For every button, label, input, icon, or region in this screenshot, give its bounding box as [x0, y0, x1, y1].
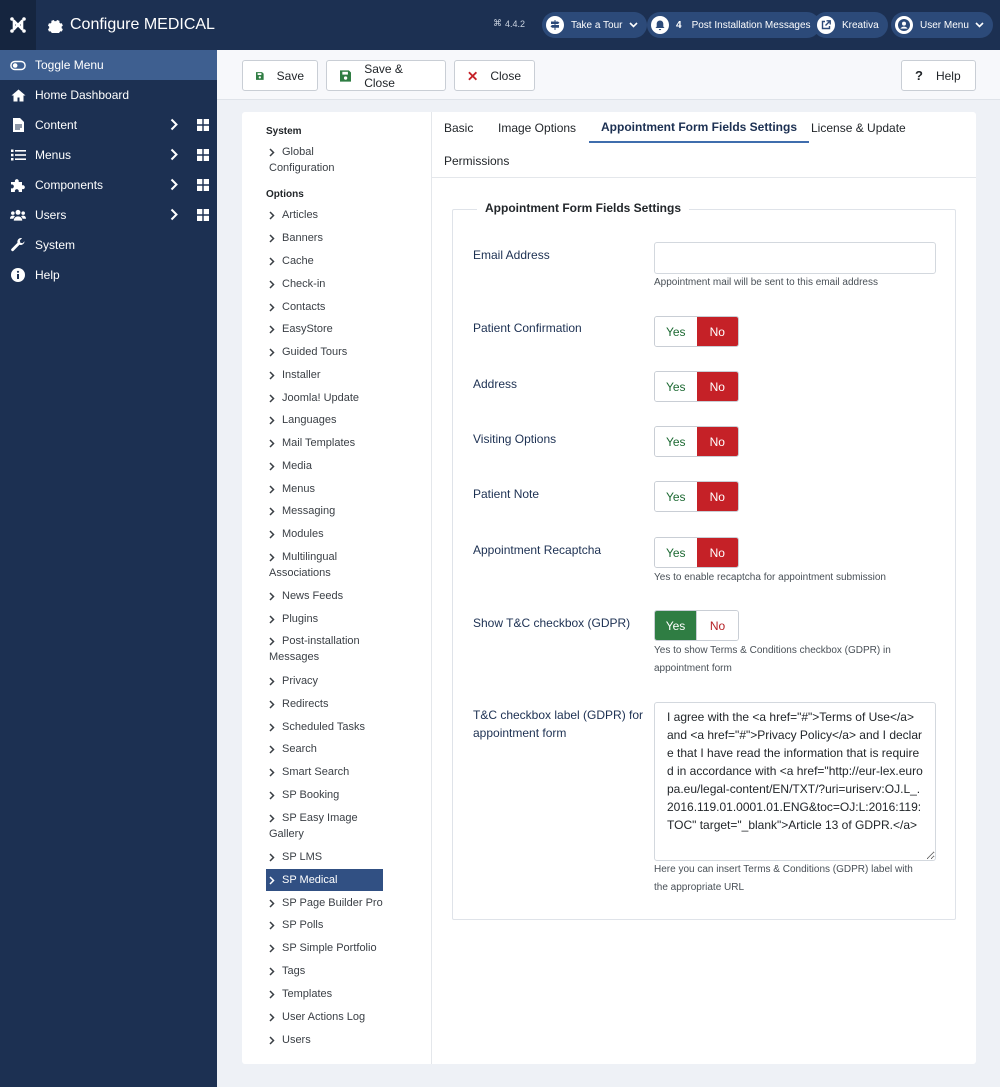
chevron-right-icon — [269, 944, 275, 953]
visiting-options-switch[interactable] — [654, 426, 739, 457]
chevron-right-icon[interactable] — [170, 208, 178, 221]
sidebar-item-label: Toggle Menu — [35, 58, 104, 72]
leftnav-label: Joomla! Update — [282, 392, 360, 404]
chevron-right-icon — [269, 637, 275, 646]
sidebar-item-users[interactable] — [0, 200, 217, 230]
leftnav-label: Menus — [282, 483, 316, 495]
chevron-right-icon — [269, 700, 275, 709]
chevron-right-icon — [269, 990, 275, 999]
puzzle-icon — [10, 177, 26, 193]
tc-label-label-line-1: T&C checkbox label (GDPR) for — [473, 708, 644, 722]
dashboard-grid-icon[interactable] — [197, 149, 209, 161]
leftnav-mail-templates[interactable] — [266, 435, 383, 451]
leftnav-label: Modules — [282, 528, 324, 540]
sidebar-item-content[interactable] — [0, 110, 217, 140]
external-link-icon — [817, 16, 835, 34]
chevron-right-icon — [269, 507, 275, 516]
signpost-icon — [546, 16, 564, 34]
patient-note-label: Patient Note — [473, 487, 540, 501]
leftnav-label: Plugins — [282, 613, 319, 625]
tab-appointment-form-fields-settings[interactable]: Appointment Form Fields Settings — [589, 113, 809, 143]
leftnav-label: SP Medical — [282, 874, 338, 886]
close-button[interactable] — [454, 60, 535, 91]
version-label — [493, 18, 525, 29]
leftnav-news-feeds[interactable] — [266, 588, 383, 604]
leftnav-installer[interactable] — [266, 367, 383, 383]
post-installation-messages-button[interactable] — [647, 12, 820, 38]
chevron-right-icon — [269, 745, 275, 754]
leftnav-label: News Feeds — [282, 590, 344, 602]
leftnav-label: Users — [282, 1034, 311, 1046]
wrench-icon — [10, 237, 26, 253]
joomla-small-icon: ⌘ — [493, 18, 502, 28]
leftnav-label: Privacy — [282, 675, 319, 687]
leftnav-users[interactable] — [266, 1032, 383, 1048]
chevron-right-icon — [269, 485, 275, 494]
no-option[interactable]: No — [696, 611, 738, 640]
leftnav-plugins[interactable] — [266, 611, 383, 627]
leftnav-label: Articles — [282, 209, 319, 221]
app-header — [0, 0, 1000, 50]
chevron-right-icon — [269, 148, 275, 157]
leftnav-label: Gallery — [269, 828, 304, 840]
leftnav-label: Configuration — [269, 162, 335, 174]
chevron-right-icon — [269, 791, 275, 800]
leftnav-label: User Actions Log — [282, 1011, 366, 1023]
leftnav-label: Smart Search — [282, 766, 350, 778]
chevron-right-icon[interactable] — [170, 118, 178, 131]
email-address-field[interactable] — [654, 242, 936, 274]
no-option[interactable]: No — [697, 372, 739, 401]
leftnav-label: SP LMS — [282, 851, 323, 863]
leftnav-label: Redirects — [282, 698, 329, 710]
chevron-right-icon — [269, 234, 275, 243]
leftnav-tags[interactable] — [266, 963, 383, 979]
leftnav-label: Messages — [269, 651, 320, 663]
leftnav-menus[interactable] — [266, 481, 383, 497]
leftnav-templates[interactable] — [266, 986, 383, 1002]
leftnav-label: Tags — [282, 965, 306, 977]
question-icon: ? — [915, 68, 923, 83]
close-label: Close — [490, 68, 521, 83]
sidebar-item-label: Components — [35, 178, 104, 192]
save-button[interactable] — [242, 60, 318, 91]
leftnav-label: Media — [282, 460, 312, 472]
yes-option[interactable]: Yes — [655, 611, 696, 640]
leftnav-smart-search[interactable] — [266, 764, 383, 780]
home-icon — [10, 87, 26, 103]
yes-option[interactable]: Yes — [655, 427, 697, 456]
leftnav-media[interactable] — [266, 458, 383, 474]
leftnav-contacts[interactable] — [266, 299, 383, 315]
sidebar-item-label: Help — [35, 268, 60, 282]
email-address-help: Appointment mail will be sent to this email address — [654, 277, 878, 288]
toolbar — [217, 50, 1000, 100]
page-title — [48, 0, 215, 50]
chevron-right-icon — [269, 530, 275, 539]
leftnav-privacy[interactable] — [266, 673, 383, 689]
config-card — [242, 112, 976, 1064]
chevron-right-icon — [269, 325, 275, 334]
tc-label-textarea[interactable] — [654, 702, 936, 861]
leftnav-label: SP Easy Image — [282, 812, 358, 824]
info-icon — [10, 267, 26, 283]
gear-icon — [48, 18, 63, 33]
leftnav-label: Search — [282, 743, 317, 755]
appointment-recaptcha-label: Appointment Recaptcha — [473, 543, 602, 557]
leftnav-label: Guided Tours — [282, 346, 348, 358]
chevron-right-icon — [269, 553, 275, 562]
show-tc-checkbox-label: Show T&C checkbox (GDPR) — [473, 616, 631, 630]
page-title-text: Configure MEDICAL — [70, 16, 215, 33]
chevron-right-icon — [269, 439, 275, 448]
patient-note-switch[interactable] — [654, 481, 739, 512]
chevron-right-icon — [269, 280, 275, 289]
save-icon — [256, 70, 264, 82]
tc-label-help-line-2: the appropriate URL — [654, 882, 745, 893]
yes-option[interactable]: Yes — [655, 372, 697, 401]
visiting-options-label: Visiting Options — [473, 432, 557, 446]
dashboard-grid-icon[interactable] — [197, 119, 209, 131]
bell-icon — [651, 16, 669, 34]
chevron-right-icon — [269, 876, 275, 885]
leftnav-joomla-update[interactable] — [266, 390, 383, 406]
sidebar-item-toggle-menu[interactable] — [0, 50, 217, 80]
user-menu-button[interactable] — [891, 12, 993, 38]
chevron-down-icon — [629, 22, 638, 28]
chevron-right-icon — [269, 899, 275, 908]
system-heading: System — [266, 126, 302, 137]
yes-option[interactable]: Yes — [655, 482, 697, 511]
appointment-fields-fieldset — [452, 201, 956, 920]
options-heading: Options — [266, 189, 304, 200]
yes-option[interactable]: Yes — [655, 538, 697, 567]
leftnav-articles[interactable] — [266, 207, 383, 223]
tab-permissions[interactable]: Permissions — [444, 154, 510, 168]
leftnav-multilingual-associations[interactable] — [266, 549, 383, 581]
chevron-right-icon — [269, 967, 275, 976]
chevron-right-icon[interactable] — [170, 148, 178, 161]
leftnav-label: Scheduled Tasks — [282, 721, 365, 733]
leftnav-sp-lms[interactable] — [266, 849, 383, 865]
tc-label-label-line-2: appointment form — [473, 726, 567, 740]
chevron-right-icon — [269, 921, 275, 930]
close-icon — [468, 71, 477, 81]
component-list — [242, 112, 432, 1064]
leftnav-label: Multilingual — [282, 551, 338, 563]
dashboard-grid-icon[interactable] — [197, 179, 209, 191]
chevron-right-icon — [269, 814, 275, 823]
chevron-right-icon — [269, 768, 275, 777]
chevron-right-icon — [269, 462, 275, 471]
leftnav-post-installation-messages[interactable] — [266, 633, 383, 665]
user-icon — [895, 16, 913, 34]
address-label: Address — [473, 377, 518, 391]
leftnav-label: EasyStore — [282, 323, 333, 335]
leftnav-label: Cache — [282, 255, 314, 267]
chevron-right-icon — [269, 371, 275, 380]
messages-label: Post Installation Messages — [691, 19, 811, 31]
leftnav-scheduled-tasks[interactable] — [266, 719, 383, 735]
chevron-right-icon — [269, 416, 275, 425]
sidebar-item-components[interactable] — [0, 170, 217, 200]
leftnav-user-actions-log[interactable] — [266, 1009, 383, 1025]
leftnav-sp-simple-portfolio[interactable] — [266, 940, 383, 956]
toggle-icon — [10, 57, 26, 73]
chevron-right-icon — [269, 723, 275, 732]
leftnav-messaging[interactable] — [266, 503, 383, 519]
chevron-right-icon — [269, 1013, 275, 1022]
fieldset-legend: Appointment Form Fields Settings — [477, 201, 689, 215]
sidebar-item-label: Users — [35, 208, 67, 222]
chevron-right-icon — [269, 615, 275, 624]
leftnav-label: SP Booking — [282, 789, 340, 801]
tc-label-help-line-1: Here you can insert Terms & Conditions (GDPR) label with — [654, 864, 913, 875]
leftnav-label: Languages — [282, 414, 337, 426]
appointment-recaptcha-switch[interactable] — [654, 537, 739, 568]
save-label: Save — [276, 68, 304, 83]
take-tour-label: Take a Tour — [571, 19, 623, 31]
chevron-right-icon — [269, 394, 275, 403]
help-button[interactable] — [901, 60, 976, 91]
tc-checkbox-help-line-2: appointment form — [654, 663, 732, 674]
help-label: Help — [935, 68, 961, 83]
sidebar-item-menus[interactable] — [0, 140, 217, 170]
leftnav-label: Mail Templates — [282, 437, 356, 449]
view-site-button[interactable] — [813, 12, 888, 38]
chevron-right-icon — [269, 348, 275, 357]
sidebar-item-label: System — [35, 238, 76, 252]
leftnav-label: Global — [282, 146, 314, 158]
leftnav-sp-polls[interactable] — [266, 917, 383, 933]
settings-tabs — [432, 112, 976, 178]
leftnav-modules[interactable] — [266, 526, 383, 542]
no-option[interactable]: No — [697, 538, 739, 567]
version-text: 4.4.2 — [505, 18, 526, 29]
leftnav-banners[interactable] — [266, 230, 383, 246]
leftnav-sp-medical[interactable] — [266, 869, 383, 891]
chevron-right-icon[interactable] — [170, 178, 178, 191]
address-switch[interactable] — [654, 371, 739, 402]
chevron-right-icon — [269, 677, 275, 686]
email-address-label: Email Address — [473, 248, 550, 262]
leftnav-cache[interactable] — [266, 253, 383, 269]
leftnav-check-in[interactable] — [266, 276, 383, 292]
leftnav-label: Messaging — [282, 505, 336, 517]
leftnav-label: Banners — [282, 232, 323, 244]
leftnav-redirects[interactable] — [266, 696, 383, 712]
user-menu-label: User Menu — [920, 19, 969, 31]
show-tc-checkbox-switch[interactable] — [654, 610, 739, 641]
leftnav-sp-easy-image-gallery[interactable] — [266, 810, 383, 842]
leftnav-label: Check-in — [282, 278, 326, 290]
patient-confirmation-switch[interactable] — [654, 316, 739, 347]
list-icon — [10, 147, 26, 163]
chevron-right-icon — [269, 1036, 275, 1045]
no-option[interactable]: No — [697, 427, 739, 456]
chevron-right-icon — [269, 853, 275, 862]
take-tour-button[interactable] — [542, 12, 647, 38]
sidebar-item-home-dashboard[interactable] — [0, 80, 217, 110]
chevron-right-icon — [269, 257, 275, 266]
site-label: Kreativa — [842, 19, 879, 31]
dashboard-grid-icon[interactable] — [197, 209, 209, 221]
sidebar-item-label: Content — [35, 118, 78, 132]
sidebar-item-label: Menus — [35, 148, 72, 162]
messages-count: 4 — [676, 19, 682, 31]
chevron-right-icon — [269, 211, 275, 220]
no-option[interactable]: No — [697, 317, 739, 346]
recaptcha-help: Yes to enable recaptcha for appointment submission — [654, 572, 886, 583]
leftnav-easystore[interactable] — [266, 321, 383, 337]
no-option[interactable]: No — [697, 482, 739, 511]
leftnav-global-configuration[interactable] — [266, 144, 383, 176]
leftnav-label: Installer — [282, 369, 321, 381]
tc-checkbox-help-line-1: Yes to show Terms & Conditions checkbox (GDPR) in — [654, 645, 891, 656]
yes-option[interactable]: Yes — [655, 317, 697, 346]
chevron-right-icon — [269, 592, 275, 601]
leftnav-sp-page-builder-pro[interactable] — [266, 895, 383, 911]
patient-confirmation-label: Patient Confirmation — [473, 321, 582, 335]
leftnav-label: Templates — [282, 988, 333, 1000]
users-icon — [10, 207, 26, 223]
sidebar-item-label: Home Dashboard — [35, 88, 130, 102]
leftnav-label: Post-installation — [282, 635, 360, 647]
tab-license-update[interactable]: License & Update — [811, 121, 906, 135]
chevron-down-icon — [975, 22, 984, 28]
leftnav-languages[interactable] — [266, 412, 383, 428]
save-close-button[interactable] — [326, 60, 446, 91]
sidebar-item-help[interactable] — [0, 260, 217, 290]
joomla-logo-icon[interactable] — [0, 0, 36, 50]
sidebar-item-system[interactable] — [0, 230, 217, 260]
leftnav-search[interactable] — [266, 741, 383, 757]
leftnav-label: Associations — [269, 567, 331, 579]
leftnav-label: SP Polls — [282, 919, 324, 931]
sidebar — [0, 50, 217, 1087]
leftnav-guided-tours[interactable] — [266, 344, 383, 360]
tab-basic[interactable]: Basic — [444, 121, 474, 135]
tab-image-options[interactable]: Image Options — [498, 121, 577, 135]
leftnav-label: Contacts — [282, 301, 326, 313]
leftnav-sp-booking[interactable] — [266, 787, 383, 803]
save-icon — [340, 70, 351, 82]
leftnav-label: SP Page Builder Pro — [282, 897, 383, 909]
leftnav-label: SP Simple Portfolio — [282, 942, 377, 954]
file-icon — [10, 117, 26, 133]
chevron-right-icon — [269, 303, 275, 312]
save-close-label: Save & Close — [364, 61, 403, 90]
